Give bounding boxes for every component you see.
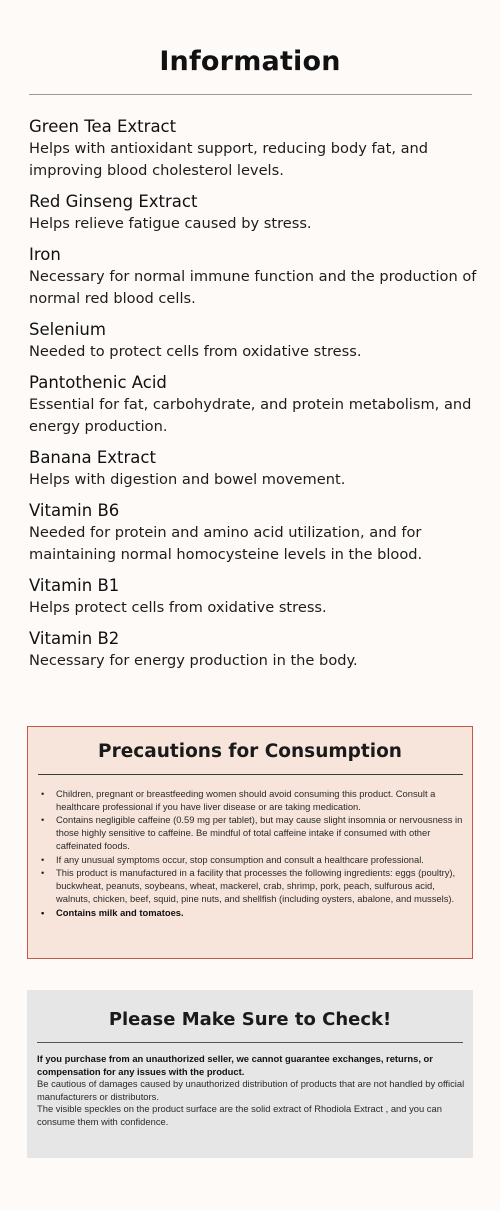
ingredient-list bbox=[29, 116, 479, 681]
ingredient-item-selenium bbox=[29, 319, 479, 363]
check-title: Please Make Sure to Check! bbox=[108, 1009, 392, 1030]
ingredient-description: Necessary for normal immune function and the production of normal red blood cells. bbox=[29, 268, 477, 307]
check-notice-text bbox=[37, 1053, 467, 1129]
precaution-item bbox=[40, 788, 466, 813]
bullet-icon: • bbox=[41, 906, 45, 918]
ingredient-description: Essential for fat, carbohydrate, and protein metabolism, and energy production. bbox=[29, 396, 472, 435]
ingredient-description: Helps relieve fatigue caused by stress. bbox=[29, 215, 312, 232]
ingredient-item-iron bbox=[29, 244, 479, 310]
ingredient-description: Needed for protein and amino acid utilization, and for maintaining normal homocysteine levels in the blood. bbox=[29, 524, 423, 563]
information-divider bbox=[29, 94, 472, 95]
ingredient-item-vitamin-b2 bbox=[29, 628, 479, 672]
ingredient-name: Vitamin B1 bbox=[29, 576, 120, 595]
ingredient-name: Pantothenic Acid bbox=[29, 373, 167, 392]
precaution-item bbox=[40, 854, 466, 867]
ingredient-name: Vitamin B6 bbox=[29, 501, 120, 520]
ingredient-description: Helps protect cells from oxidative stress. bbox=[29, 599, 327, 616]
precautions-divider bbox=[38, 774, 463, 775]
precaution-text: Contains negligible caffeine (0.59 mg per tablet), but may cause slight insomnia or nervousness in those highly sensitive to caffeine. Be mindful of total caffeine intake if consumed with other caffeinated foods. bbox=[56, 814, 463, 851]
ingredient-name: Vitamin B2 bbox=[29, 629, 120, 648]
bullet-icon: • bbox=[41, 867, 45, 879]
precautions-title: Precautions for Consumption bbox=[98, 741, 402, 762]
precaution-item-allergen bbox=[40, 907, 466, 920]
ingredient-name: Red Ginseng Extract bbox=[29, 192, 198, 211]
ingredient-name: Iron bbox=[29, 245, 61, 264]
check-divider bbox=[37, 1042, 463, 1043]
precautions-list bbox=[40, 788, 466, 920]
ingredient-name: Green Tea Extract bbox=[29, 117, 177, 136]
ingredient-item-vitamin-b6 bbox=[29, 500, 479, 566]
precaution-item bbox=[40, 867, 466, 905]
ingredient-description: Necessary for energy production in the body. bbox=[29, 652, 358, 669]
speckles-note: The visible speckles on the product surface are the solid extract of Rhodiola Extract , and you can consume them with confidence. bbox=[37, 1103, 442, 1127]
precaution-text: Children, pregnant or breastfeeding women should avoid consuming this product. Consult a healthcare professional if you have liver disease or are taking medication. bbox=[56, 788, 436, 812]
ingredient-item-banana-extract bbox=[29, 447, 479, 491]
precaution-text: This product is manufactured in a facility that processes the following ingredients: eggs (poultry), buckwheat, peanuts, soybeans, wheat, mackerel, crab, shrimp, pork, peach, sulfurous acid, walnuts, chicken, beef, squid, pine nuts, and shellfish (including oysters, abalone, and mussels). bbox=[56, 867, 456, 904]
ingredient-item-green-tea bbox=[29, 116, 479, 182]
bullet-icon: • bbox=[41, 788, 45, 799]
ingredient-item-vitamin-b1 bbox=[29, 575, 479, 619]
bullet-icon: • bbox=[41, 853, 45, 865]
ingredient-item-pantothenic-acid bbox=[29, 372, 479, 438]
information-title: Information bbox=[159, 46, 341, 77]
precaution-text: Contains milk and tomatoes. bbox=[56, 906, 184, 918]
precaution-item bbox=[40, 814, 466, 852]
unauthorized-seller-warning: If you purchase from an unauthorized seller, we cannot guarantee exchanges, returns, or compensation for any issues with the product. bbox=[37, 1053, 433, 1077]
ingredient-name: Selenium bbox=[29, 320, 106, 339]
ingredient-item-red-ginseng bbox=[29, 191, 479, 235]
ingredient-description: Helps with digestion and bowel movement. bbox=[29, 471, 346, 488]
ingredient-description: Helps with antioxidant support, reducing body fat, and improving blood cholesterol levels. bbox=[29, 140, 429, 179]
precaution-text: If any unusual symptoms occur, stop consumption and consult a healthcare professional. bbox=[56, 853, 424, 865]
ingredient-name: Banana Extract bbox=[29, 448, 156, 467]
check-notice-box bbox=[27, 990, 473, 1158]
ingredient-description: Needed to protect cells from oxidative stress. bbox=[29, 343, 362, 360]
precautions-box bbox=[27, 726, 473, 959]
distribution-caution: Be cautious of damages caused by unauthorized distribution of products that are not handled by official manufacturers or distributors. bbox=[37, 1078, 465, 1102]
bullet-icon: • bbox=[41, 814, 45, 826]
